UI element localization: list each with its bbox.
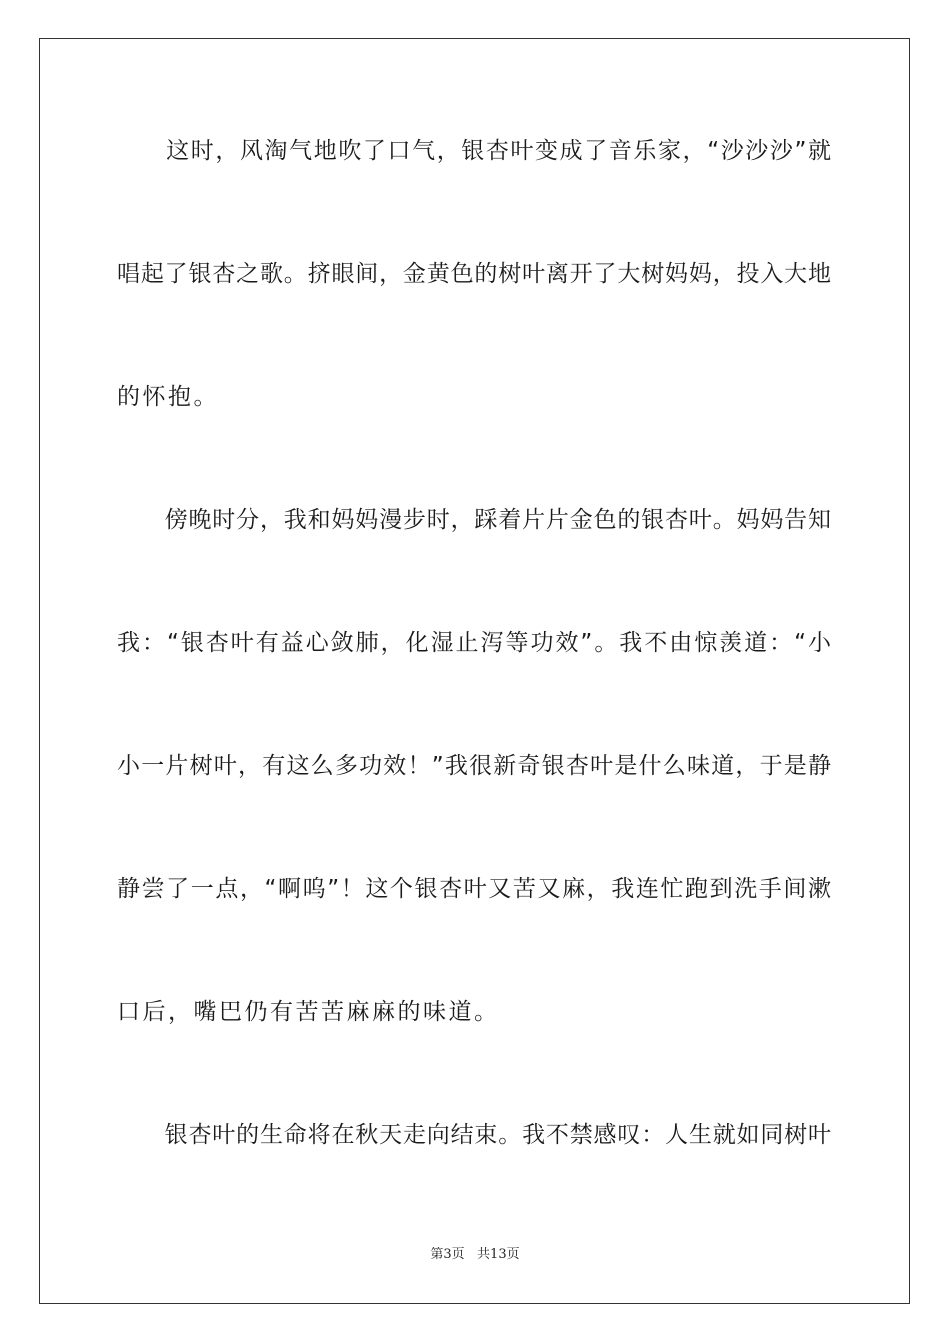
text-line: 傍晚时分，我和妈妈漫步时，踩着片片金色的银杏叶。妈妈告知 [117,507,831,533]
page-number-footer: 第3页 共13页 [430,1247,520,1262]
text-line: 口后，嘴巴仍有苦苦麻麻的味道。 [117,999,500,1025]
text-line: 的怀抱。 [117,384,219,410]
text-line: 静尝了一点，“啊呜”！这个银杏叶又苦又麻，我连忙跑到洗手间漱 [117,876,831,902]
text-line: 小一片树叶，有这么多功效！”我很新奇银杏叶是什么味道，于是静 [117,753,831,779]
page-border [39,38,910,1304]
text-line: 这时，风淘气地吹了口气，银杏叶变成了音乐家，“沙沙沙”就 [117,138,831,164]
text-line: 唱起了银杏之歌。挤眼间，金黄色的树叶离开了大树妈妈，投入大地 [117,261,831,287]
text-line: 我：“银杏叶有益心敛肺，化湿止泻等功效”。我不由惊羡道：“小 [117,630,831,656]
text-line: 银杏叶的生命将在秋天走向结束。我不禁感叹：人生就如同树叶 [117,1122,831,1148]
